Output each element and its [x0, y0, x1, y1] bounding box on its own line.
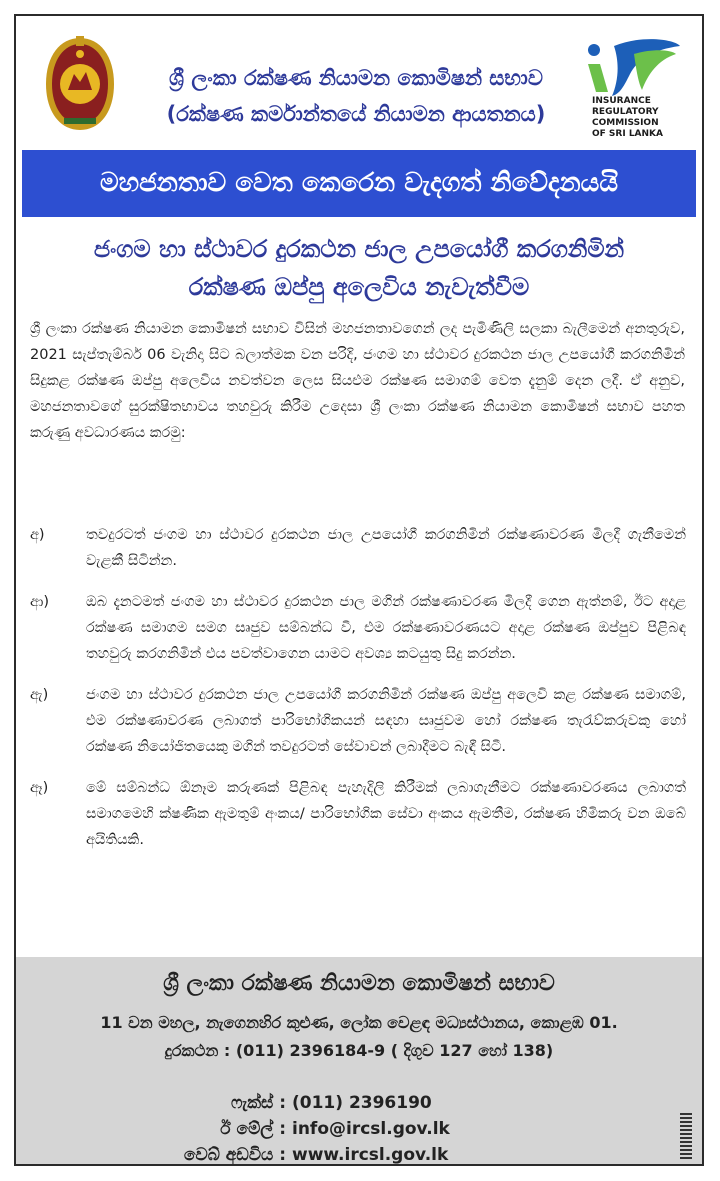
ircsl-logo-text: INSURANCE REGULATORY COMMISSION OF SRI LANKA [592, 96, 663, 139]
footer-fax [76, 1093, 476, 1113]
item-marker: අ) [30, 527, 45, 543]
item-marker: ඇ) [30, 687, 49, 703]
list-item [30, 682, 686, 760]
org-title [136, 60, 576, 132]
intro-paragraph: ශ්‍රී ලංකා රක්ෂණ නියාමන කොමිෂන් සභාව විසින් මහජනතාවගෙන් ලද පැමිණිලි සලකා බැලීමෙන් අනතුරුව, 2021 සැප්තැම්බර් 06 වැනිදා සිට බලාත්මක වන පරිදි, ජංගම හා ස්ථාවර දුරකථන ජාල උපයෝගී කරගනිමින් සිදුකළ රක්ෂණ ඔප්පු අලෙවිය නවත්වන ලෙස සියළුම රක්ෂණ සමාගම් වෙත දැනුම් දෙන ලදී. ඒ අනුව, මහජනතාවගේ සුරක්ෂිතභාවය තහවුරු කිරීම උදෙසා ශ්‍රී ලංකා රක්ෂණ නියාමන කොමිෂන් සභාව පහත කරුණු අවධාරණය කරමු: [30, 321, 685, 441]
notice-frame [14, 14, 704, 1166]
item-text: තවදුරටත් ජංගම හා ස්ථාවර දුරකථන ජාල උපයෝගී කරගනිමින් රක්ෂණාවරණ මිලදී ගැනීමෙන් වැළකී සිටින්න. [86, 527, 686, 569]
footer-website [76, 1145, 476, 1165]
subject-line2: රක්ෂණ ඔප්පු අලෙවිය නැවැත්වීම [188, 273, 530, 301]
header [16, 16, 702, 144]
footer-address: 11 වන මහල, නැගෙනහිර කුළුණ, ලෝක වෙළඳ මධ්‍යස්ථානය, කොළඹ 01. [100, 1013, 618, 1032]
list-item [30, 522, 686, 574]
notice-banner: මහජනතාව වෙත කෙරෙන වැදගත් නිවේදනයයි [22, 150, 696, 217]
notice-items [30, 522, 686, 868]
item-text: ඔබ දැනටමත් ජංගම හා ස්ථාවර දුරකථන ජාල මගින් රක්ෂණාවරණ මිලදී ගෙන ඇත්නම්, ඊට අදාළ රක්ෂණ සමාගම සමග සෘජුව සම්බන්ධ වී, එම රක්ෂණාවරණයට අදාළ රක්ෂණ ඔප්පුව පිළිබඳ තහවුරු කරගනිමින් එය පවත්වාගෙන යාමට අවශ්‍ය කටයුතු සිදු කරන්න. [86, 594, 686, 662]
item-text: ජංගම හා ස්ථාවර දුරකථන ජාල උපයෝගී කරගනිමින් රක්ෂණ ඔප්පු අලෙවි කළ රක්ෂණ සමාගම්, එම රක්ෂණාවරණ ලබාගත් පාරිභෝගිකයන් සඳහා සෘජුවම හෝ රක්ෂණ තැරැව්කරුවකු හෝ රක්ෂණ නියෝජිතයෙකු මගින් තවදුරටත් සේවාවන් ලබාදීමට බැඳී සිටී. [86, 687, 686, 755]
footer-email [76, 1119, 476, 1139]
notice-subject [26, 230, 692, 306]
sri-lanka-emblem-icon [42, 34, 118, 134]
item-text: මේ සම්බන්ධ ඕනෑම කරුණක් පිළිබඳ පැහැදිලි කිරීමක් ලබාගැනීමට රක්ෂණාවරණය ලබාගත් සමාගමෙහි ක්ෂණික ඇමතුම් අංකය/ පාරිභෝගික සේවා අංකය ඇමතීම, රක්ෂණ හිමිකරු වන ඔබේ අයිතියකි. [86, 780, 686, 848]
email-label: ඊ මේල් : [220, 1119, 286, 1139]
subject-line1: ජංගම හා ස්ථාවර දුරකථන ජාල උපයෝගී කරගනිමින් [93, 235, 625, 263]
website-link[interactable]: www.ircsl.gov.lk [292, 1145, 449, 1165]
web-label: වෙබ් අඩවිය : [183, 1145, 286, 1165]
fax-value: (011) 2396190 [292, 1093, 432, 1113]
footer-telephone: දුරකථන : (011) 2396184-9 ( දිගුව 127 හෝ 138) [164, 1041, 554, 1060]
item-marker: ආ) [30, 594, 50, 610]
org-name-line2: (රක්ෂණ කර්මාන්තයේ නියාමන ආයතනය) [166, 102, 546, 126]
item-marker: ඈ) [30, 780, 49, 796]
footer-org-name: ශ්‍රී ලංකා රක්ෂණ නියාමන කොමිෂන් සභාව [163, 971, 555, 996]
list-item [30, 589, 686, 667]
contact-footer [16, 957, 702, 1166]
org-name-line1: ශ්‍රී ලංකා රක්ෂණ නියාමන කොමිෂන් සභාව [169, 66, 543, 90]
list-item [30, 775, 686, 853]
fax-label: ෆැක්ස් : [231, 1093, 286, 1113]
print-code-icon [680, 1113, 692, 1159]
email-link[interactable]: info@ircsl.gov.lk [292, 1119, 450, 1139]
